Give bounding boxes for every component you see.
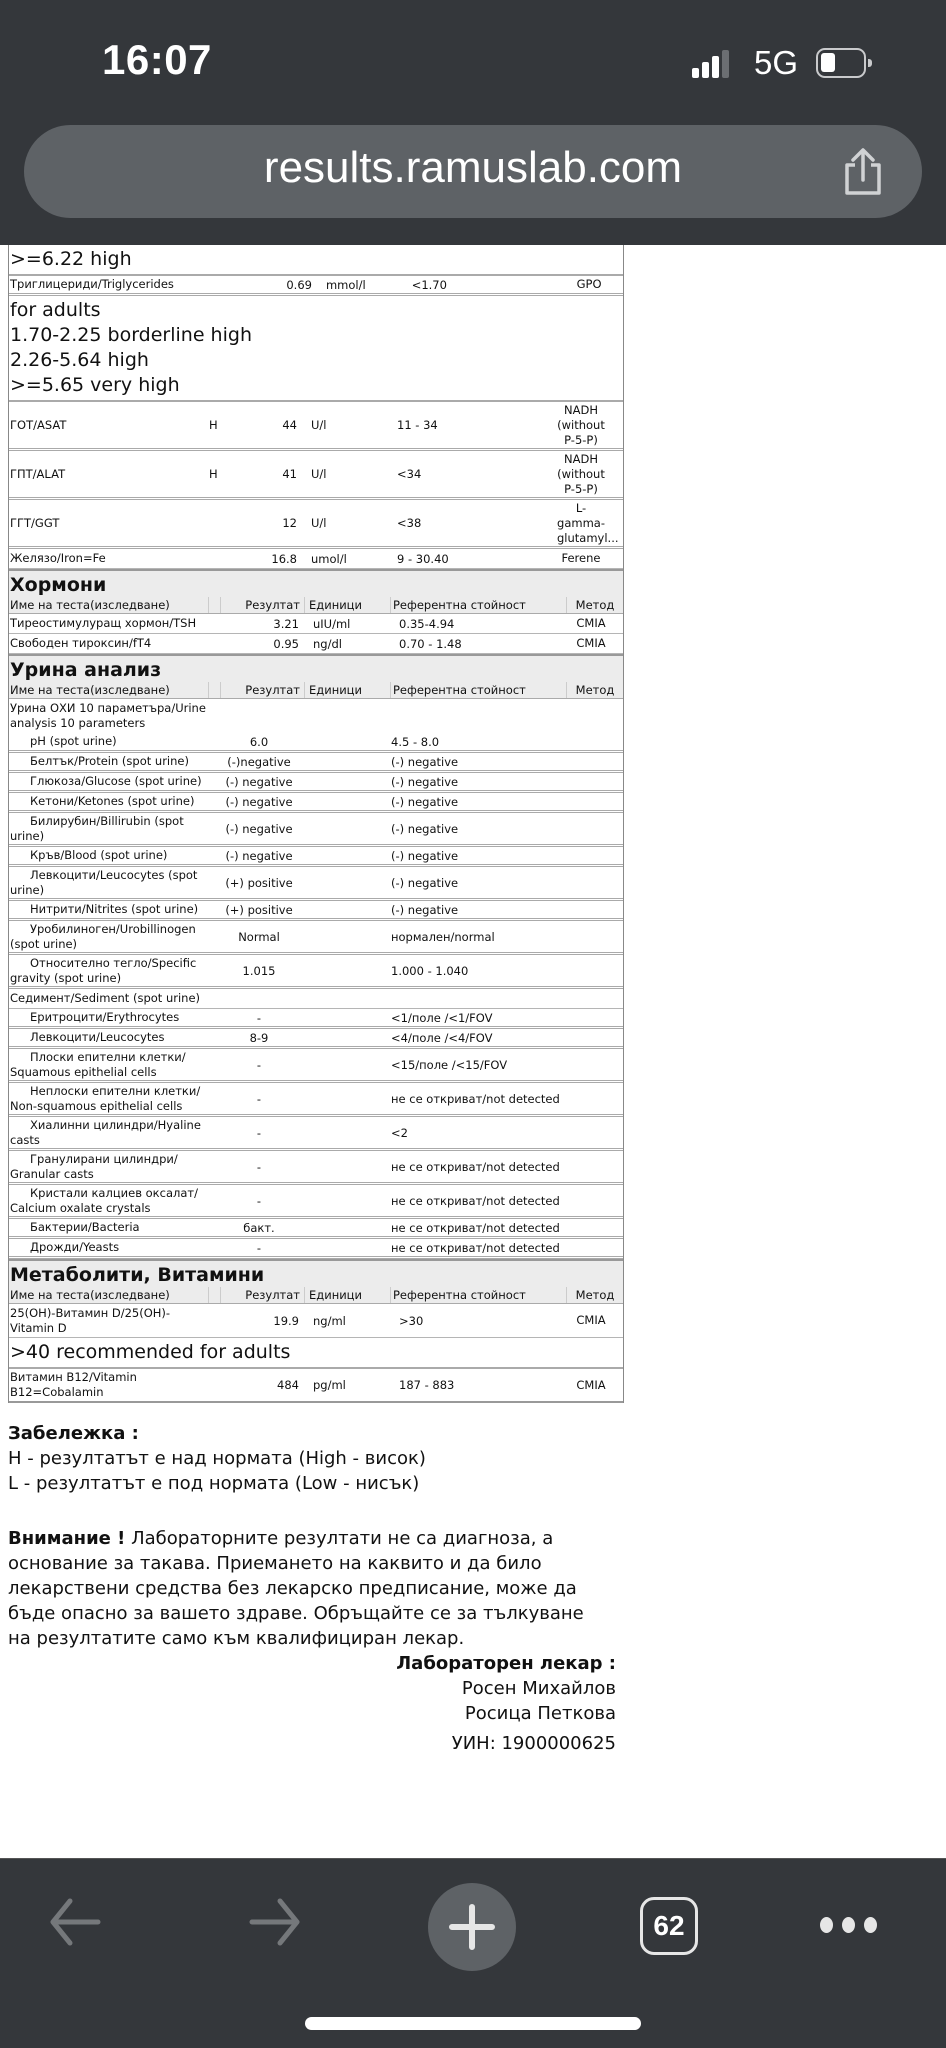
group-row: Урина ОХИ 10 параметъра/Urine analysis 10 parameters <box>10 701 206 730</box>
test-result: (-) negative <box>225 774 293 789</box>
table-row <box>9 901 623 921</box>
test-reference: (-) negative <box>391 848 459 863</box>
test-name: Билирубин/Billirubin (spot urine) <box>10 813 184 843</box>
test-name: Неплоски епителни клетки/ Non-squamous epithelial cells <box>10 1083 201 1113</box>
doctor-name: Росица Петкова <box>464 1703 616 1724</box>
test-reference: (-) negative <box>391 754 459 769</box>
new-tab-button[interactable] <box>428 1883 516 1971</box>
test-reference: 1.000 - 1.040 <box>391 963 469 978</box>
share-icon[interactable] <box>840 147 886 197</box>
test-reference: (-) negative <box>391 821 459 836</box>
test-name: Кристали калциев оксалат/ Calcium oxalate crystals <box>10 1185 198 1215</box>
legend <box>8 1421 624 1496</box>
test-result: (-) negative <box>225 848 293 863</box>
test-result: - <box>256 1240 262 1255</box>
table-row: Витамин B12/Vitamin B12=Cobalamin 484 pg/ml 187 - 883 CMIA <box>9 1369 623 1403</box>
table-row: ГПТ/ALAT H 41 U/l <34 NADH (without P-5-P) <box>9 451 623 500</box>
web-page <box>0 245 946 1858</box>
status-bar <box>0 0 946 120</box>
table-row <box>9 753 623 773</box>
test-result: (-)negative <box>227 754 291 769</box>
test-name: Глюкоза/Glucose (spot urine) <box>30 774 202 788</box>
table-row <box>9 773 623 793</box>
test-result: - <box>256 1159 262 1174</box>
test-result: 8-9 <box>249 1030 269 1045</box>
test-reference: <15/поле /<15/FOV <box>391 1057 508 1072</box>
test-result: бакт. <box>243 1220 275 1235</box>
test-reference: 4.5 - 8.0 <box>391 734 440 749</box>
test-reference: (-) negative <box>391 875 459 890</box>
test-name: Бактерии/Bacteria <box>30 1220 140 1234</box>
home-indicator[interactable] <box>305 2017 641 2030</box>
vitamin-d-note: >40 recommended for adults <box>9 1338 623 1369</box>
section-title-metabolites: Метаболити, Витамини <box>9 1259 623 1287</box>
results-table <box>8 245 624 1403</box>
test-result: - <box>256 1010 262 1025</box>
test-name: Дрожди/Yeasts <box>30 1240 120 1254</box>
table-row <box>9 1049 623 1083</box>
test-result: - <box>256 1057 262 1072</box>
test-reference: нормален/normal <box>391 929 495 944</box>
test-name: Плоски епителни клетки/ Squamous epithelial cells <box>10 1049 186 1079</box>
table-row: Свободен тироксин/fT4 0.95 ng/dl 0.70 - 1.48 CMIA <box>9 634 623 654</box>
table-row <box>9 793 623 813</box>
doctor-uin: УИН: 1900000625 <box>451 1733 616 1754</box>
table-row: 25(OH)-Витамин D/25(OH)-Vitamin D 19.9 ng/ml >30 CMIA <box>9 1304 623 1338</box>
url-text[interactable]: results.ramuslab.com <box>263 143 683 192</box>
table-row: Желязо/Iron=Fe 16.8 umol/l 9 - 30.40 Ferene <box>9 549 623 569</box>
legend-title: Забележка : <box>8 1423 139 1444</box>
table-row <box>9 1185 623 1219</box>
table-row: Тиреостимулуращ хормон/TSH 3.21 uIU/ml 0.35-4.94 CMIA <box>9 614 623 634</box>
table-row <box>9 1117 623 1151</box>
test-result: 1.015 <box>242 963 276 978</box>
test-name: Еритроцити/Erythrocytes <box>30 1010 180 1024</box>
table-header: Име на теста(изследване) Резултат Единици Референтна стойност Метод <box>9 1287 623 1304</box>
table-row <box>9 1219 623 1239</box>
test-reference: не се откриват/not detected <box>391 1091 560 1106</box>
table-row: ГОТ/ASAT H 44 U/l 11 - 34 NADH (without P-5-P) <box>9 402 623 451</box>
test-name: Гранулирани цилиндри/ Granular casts <box>10 1151 178 1181</box>
test-reference: (-) negative <box>391 774 459 789</box>
disclaimer-label: Внимание ! <box>8 1528 126 1549</box>
test-result: - <box>256 1193 262 1208</box>
test-name: Левкоцити/Leucocytes (spot urine) <box>10 867 198 897</box>
signal-icon <box>692 50 732 78</box>
section-title-hormones: Хормони <box>9 569 623 597</box>
test-result: 6.0 <box>249 734 269 749</box>
battery-icon <box>816 48 866 78</box>
tabs-count-button[interactable]: 62 <box>640 1897 698 1955</box>
table-row <box>9 955 623 989</box>
lipid-note: >=6.22 high <box>9 245 623 276</box>
table-row <box>9 1083 623 1117</box>
status-time: 16:07 <box>102 36 212 83</box>
test-reference: <2 <box>391 1125 408 1140</box>
table-row <box>9 733 623 753</box>
test-name: Кетони/Ketones (spot urine) <box>30 794 195 808</box>
more-options-icon[interactable] <box>820 1917 878 1933</box>
test-reference: не се откриват/not detected <box>391 1159 560 1174</box>
test-name: Уробилиноген/Urobillinogen (spot urine) <box>10 921 196 951</box>
test-result: Normal <box>238 929 280 944</box>
table-row <box>9 921 623 955</box>
browser-toolbar <box>0 1858 946 2048</box>
test-reference: <4/поле /<4/FOV <box>391 1030 493 1045</box>
legend-high: H - резултатът е над нормата (High - висок) <box>8 1448 426 1469</box>
test-name: Относително тегло/Specific gravity (spot urine) <box>10 955 197 985</box>
lab-report <box>8 245 624 1756</box>
signature-block <box>8 1651 616 1756</box>
table-row: ГГТ/GGT 12 U/l <38 L-gamma-glutamyl... <box>9 500 623 549</box>
disclaimer-text: Лабораторните резултати не са диагноза, а основание за такава. Приемането на каквито и да било лекарствени средства без лекарско предписание, може да бъде опасно за вашето здраве. Обръщайте се за тълкуване на резултатите само към квалифициран лекар. <box>8 1528 584 1649</box>
table-row <box>9 1009 623 1029</box>
signature-title: Лабораторен лекар : <box>396 1653 616 1674</box>
test-reference: <1/поле /<1/FOV <box>391 1010 493 1025</box>
table-row <box>9 813 623 847</box>
table-row: Триглицериди/Triglycerides 0.69 mmol/l <1.70 GPO <box>9 276 623 296</box>
test-reference: не се откриват/not detected <box>391 1220 560 1235</box>
address-bar[interactable] <box>24 125 922 218</box>
test-reference: (-) negative <box>391 902 459 917</box>
test-name: Кръв/Blood (spot urine) <box>30 848 168 862</box>
doctor-name: Росен Михайлов <box>461 1678 616 1699</box>
table-row <box>9 847 623 867</box>
triglycerides-note: for adults 1.70-2.25 borderline high 2.26-5.64 high >=5.65 very high <box>9 296 623 402</box>
test-name: pH (spot urine) <box>30 734 117 748</box>
test-result: (+) positive <box>225 875 293 890</box>
disclaimer <box>8 1526 608 1651</box>
back-arrow-icon[interactable] <box>48 1897 104 1947</box>
test-name: Белтък/Protein (spot urine) <box>30 754 189 768</box>
plus-icon <box>428 1883 516 1971</box>
test-result: (-) negative <box>225 821 293 836</box>
sediment-rows <box>9 1009 623 1259</box>
test-reference: (-) negative <box>391 794 459 809</box>
section-title-urine: Урина анализ <box>9 654 623 682</box>
test-result: - <box>256 1091 262 1106</box>
table-row <box>9 1239 623 1259</box>
test-reference: не се откриват/not detected <box>391 1193 560 1208</box>
legend-low: L - резултатът е под нормата (Low - нисък) <box>8 1473 420 1494</box>
network-label: 5G <box>754 44 799 81</box>
test-result: - <box>256 1125 262 1140</box>
table-row <box>9 1151 623 1185</box>
test-result: (+) positive <box>225 902 293 917</box>
table-header: Име на теста(изследване) Резултат Единици Референтна стойност Метод <box>9 597 623 614</box>
test-name: Левкоцити/Leucocytes <box>30 1030 165 1044</box>
urine-rows <box>9 733 623 989</box>
test-reference: не се откриват/not detected <box>391 1240 560 1255</box>
group-row: Седимент/Sediment (spot urine) <box>9 989 623 1009</box>
test-name: Хиалинни цилиндри/Hyaline casts <box>10 1117 201 1147</box>
test-name: Нитрити/Nitrites (spot urine) <box>30 902 199 916</box>
test-result: (-) negative <box>225 794 293 809</box>
table-row <box>9 867 623 901</box>
forward-arrow-icon[interactable] <box>246 1897 302 1947</box>
table-header: Име на теста(изследване) Резултат Единици Референтна стойност Метод <box>9 682 623 699</box>
table-row <box>9 1029 623 1049</box>
